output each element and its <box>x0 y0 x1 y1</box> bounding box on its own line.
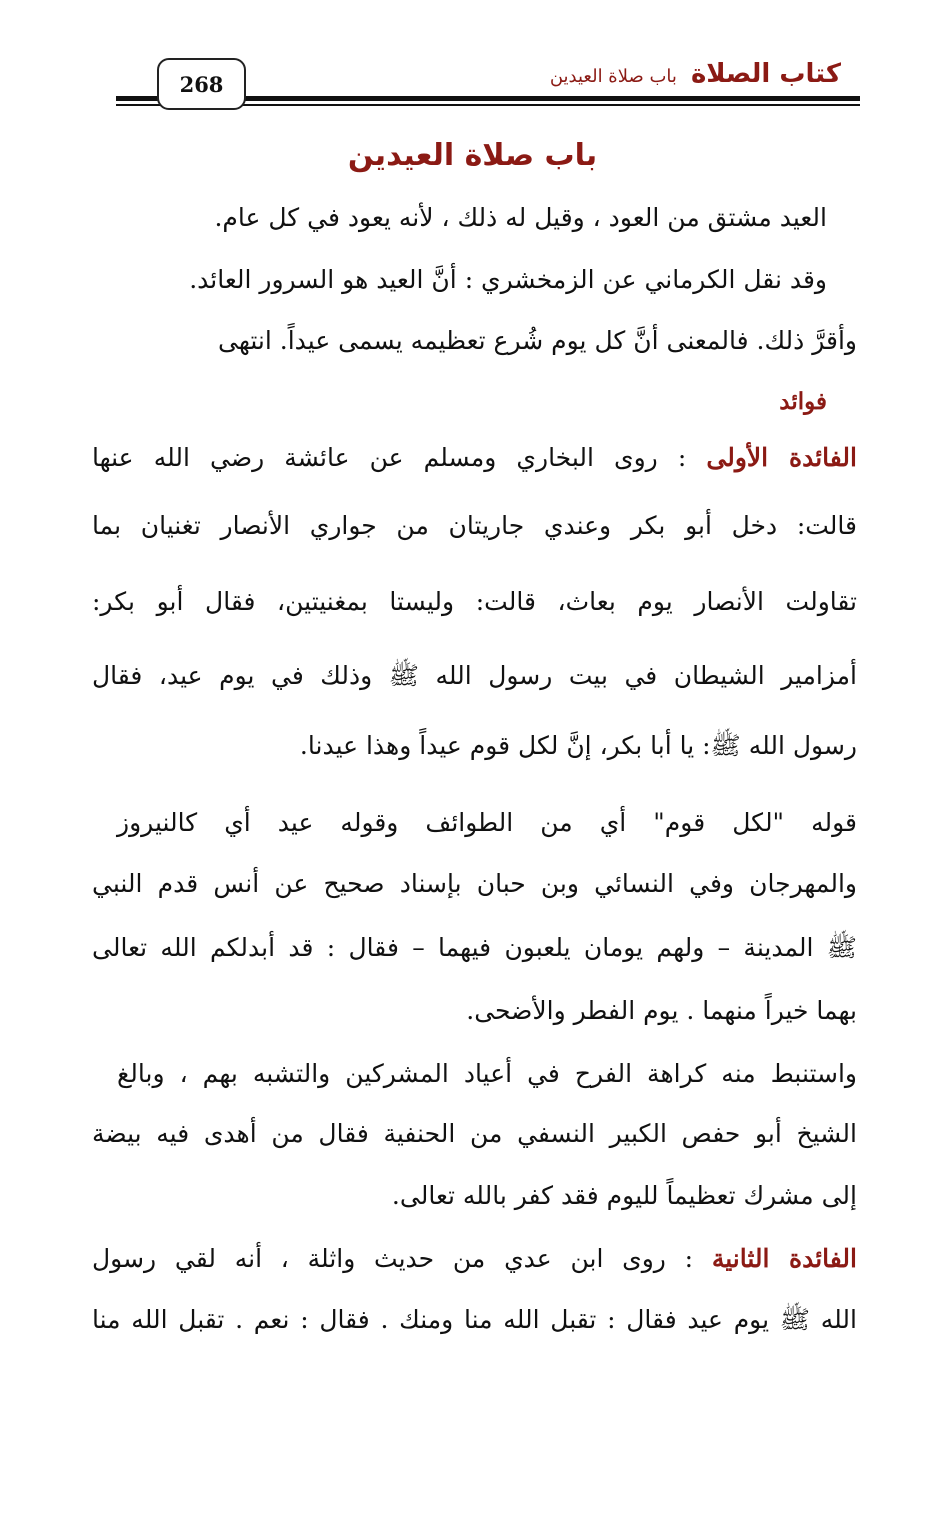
benefit-1-line-5: رسول الله ﷺ: يا أبا بكر، إنَّ لكل قوم عيداً وهذا عيدنا. <box>299 731 857 760</box>
benefit-2-text: : روى ابن عدي من حديث واثلة ، أنه لقي رسول <box>92 1244 694 1273</box>
intro-line-2: وقد نقل الكرماني عن الزمخشري : أنَّ العيد هو السرور العائد. <box>189 265 827 294</box>
benefit-1-text: : روى البخاري ومسلم عن عائشة رضي الله عنها <box>92 443 687 472</box>
benefit-1-line-4: أمزامير الشيطان في بيت رسول الله ﷺ وذلك في يوم عيد، فقال <box>92 661 857 690</box>
commentary-line-4: بهما خيراً منهما . يوم الفطر والأضحى. <box>466 996 857 1025</box>
fawaid-heading: فوائد <box>779 388 827 415</box>
section-title: باب صلاة العيدين <box>347 138 598 173</box>
commentary-line-7: إلى مشرك تعظيماً لليوم فقد كفر بالله تعالى. <box>391 1181 857 1210</box>
benefit-1-line-3: تقاولت الأنصار يوم بعاث، قالت: وليستا بمغنيتين، فقال أبو بكر: <box>92 587 857 616</box>
running-header <box>550 59 841 89</box>
benefit-1-line-2: قالت: دخل أبو بكر وعندي جاريتان من جواري الأنصار تغنيان بما <box>92 511 857 540</box>
benefit-1-line-1 <box>92 443 857 473</box>
intro-line-3: وأقرَّ ذلك. فالمعنى أنَّ كل يوم شُرع تعظيمه يسمى عيداً. انتهى <box>218 326 857 355</box>
commentary-line-3: ﷺ المدينة – ولهم يومان يلعبون فيهما – فقال : قد أبدلكم الله تعالى <box>92 933 857 962</box>
chapter-title: باب صلاة العيدين <box>549 66 677 87</box>
benefit-2-line-2: الله ﷺ يوم عيد فقال : تقبل الله منا ومنك . فقال : نعم . تقبل الله منا <box>92 1305 857 1334</box>
benefit-2-label: الفائدة الثانية <box>711 1244 857 1273</box>
commentary-line-2: والمهرجان وفي النسائي وبن حبان بإسناد صحيح عن أنس قدم النبي <box>92 869 857 898</box>
commentary-line-5: واستنبط منه كراهة الفرح في أعياد المشركين والتشبه بهم ، وبالغ <box>117 1059 857 1088</box>
intro-line-1: العيد مشتق من العود ، وقيل له ذلك ، لأنه يعود في كل عام. <box>214 203 827 232</box>
commentary-line-1: قوله "لكل قوم" أي من الطوائف وقوله عيد أي كالنيروز <box>117 808 857 837</box>
page-number-badge: 268 <box>157 58 246 110</box>
commentary-line-6: الشيخ أبو حفص الكبير النسفي من الحنفية فقال من أهدى فيه بيضة <box>92 1119 857 1148</box>
book-title: كتاب الصلاة <box>690 59 841 89</box>
benefit-1-label: الفائدة الأولى <box>706 443 857 472</box>
benefit-2-line-1 <box>92 1244 857 1274</box>
